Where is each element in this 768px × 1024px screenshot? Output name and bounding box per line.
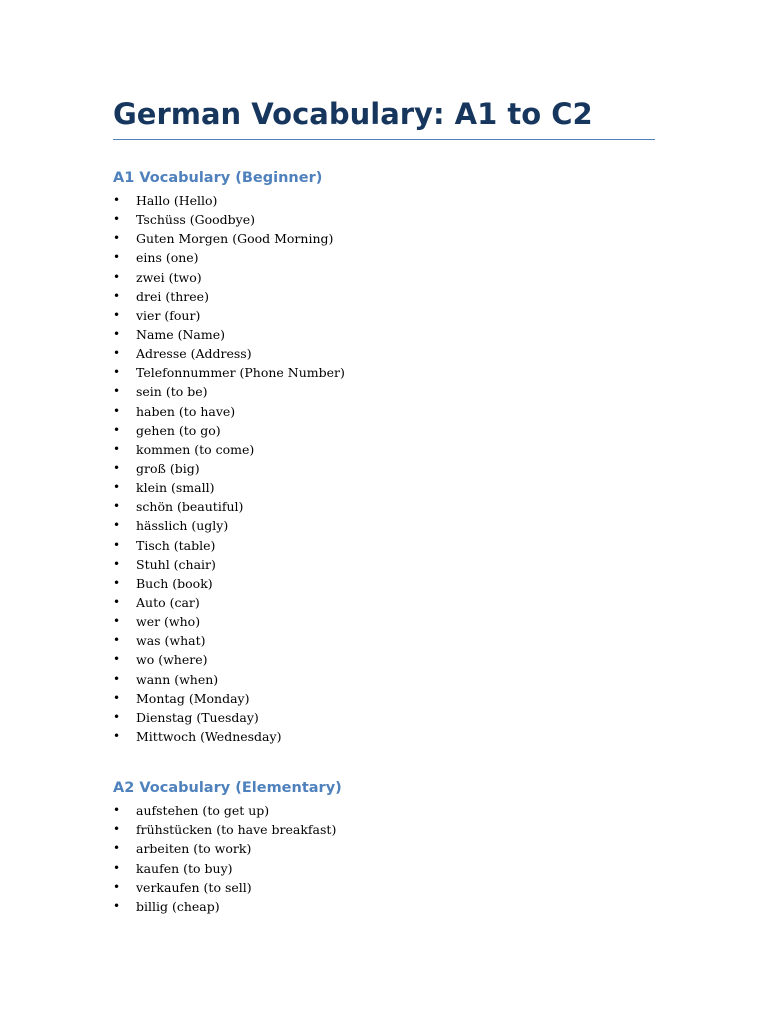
bullet-icon: • xyxy=(113,288,121,303)
vocab-entry: billig (cheap) xyxy=(136,898,220,914)
vocab-entry: arbeiten (to work) xyxy=(136,841,252,857)
section-heading-a1: A1 Vocabulary (Beginner) xyxy=(113,170,323,186)
list-item xyxy=(113,708,655,727)
bullet-icon: • xyxy=(113,326,121,341)
vocab-entry: frühstücken (to have breakfast) xyxy=(136,822,337,838)
vocab-entry: zwei (two) xyxy=(136,269,202,285)
list-item xyxy=(113,363,655,382)
bullet-icon: • xyxy=(113,652,121,667)
section-heading-a2: A2 Vocabulary (Elementary) xyxy=(113,780,342,797)
list-item xyxy=(113,478,655,497)
vocab-entry: was (what) xyxy=(136,633,206,649)
list-item xyxy=(113,612,655,631)
bullet-icon: • xyxy=(113,499,121,514)
list-item xyxy=(113,878,655,897)
list-item xyxy=(113,382,655,401)
vocab-entry: wann (when) xyxy=(136,671,219,687)
bullet-icon: • xyxy=(113,365,121,380)
vocab-list-a2 xyxy=(113,801,655,916)
list-item xyxy=(113,287,655,306)
bullet-icon: • xyxy=(113,537,121,552)
list-item xyxy=(113,440,655,459)
bullet-icon: • xyxy=(113,269,121,284)
list-item xyxy=(113,497,655,516)
bullet-icon: • xyxy=(113,403,121,418)
bullet-icon: • xyxy=(113,460,121,475)
page-title: German Vocabulary: A1 to C2 xyxy=(113,95,655,140)
list-item xyxy=(113,859,655,878)
vocab-entry: schön (beautiful) xyxy=(136,499,244,515)
document-page xyxy=(113,95,655,916)
list-item xyxy=(113,897,655,916)
vocab-entry: Guten Morgen (Good Morning) xyxy=(136,231,334,247)
list-item xyxy=(113,650,655,669)
bullet-icon: • xyxy=(113,728,121,743)
vocab-entry: Buch (book) xyxy=(136,575,213,591)
list-item xyxy=(113,820,655,839)
bullet-icon: • xyxy=(113,480,121,495)
vocab-entry: vier (four) xyxy=(136,307,201,323)
list-item xyxy=(113,631,655,650)
vocab-entry: Name (Name) xyxy=(136,326,226,342)
vocab-entry: verkaufen (to sell) xyxy=(136,879,252,895)
list-item xyxy=(113,689,655,708)
bullet-icon: • xyxy=(113,307,121,322)
vocab-entry: hässlich (ugly) xyxy=(136,518,229,534)
vocab-entry: kaufen (to buy) xyxy=(136,860,233,876)
vocab-entry: groß (big) xyxy=(136,460,200,476)
list-item xyxy=(113,306,655,325)
vocab-entry: haben (to have) xyxy=(136,403,236,419)
vocab-entry: Hallo (Hello) xyxy=(136,193,218,208)
bullet-icon: • xyxy=(113,250,121,265)
vocab-entry: Mittwoch (Wednesday) xyxy=(136,728,282,744)
vocab-entry: kommen (to come) xyxy=(136,441,255,457)
list-item xyxy=(113,248,655,267)
bullet-icon: • xyxy=(113,384,121,399)
bullet-icon: • xyxy=(113,841,121,856)
list-item xyxy=(113,593,655,612)
bullet-icon: • xyxy=(113,556,121,571)
bullet-icon: • xyxy=(113,822,121,837)
list-item xyxy=(113,402,655,421)
bullet-icon: • xyxy=(113,594,121,609)
bullet-icon: • xyxy=(113,614,121,629)
bullet-icon: • xyxy=(113,860,121,875)
bullet-icon: • xyxy=(113,803,121,818)
bullet-icon: • xyxy=(113,346,121,361)
bullet-icon: • xyxy=(113,879,121,894)
list-item xyxy=(113,229,655,248)
bullet-icon: • xyxy=(113,898,121,913)
bullet-icon: • xyxy=(113,575,121,590)
bullet-icon: • xyxy=(113,212,121,227)
list-item xyxy=(113,268,655,287)
bullet-icon: • xyxy=(113,633,121,648)
vocab-entry: aufstehen (to get up) xyxy=(136,803,270,819)
vocab-entry: wo (where) xyxy=(136,652,208,668)
bullet-icon: • xyxy=(113,231,121,246)
vocab-entry: Tisch (table) xyxy=(136,537,216,553)
list-item xyxy=(113,516,655,535)
list-item xyxy=(113,555,655,574)
vocab-entry: gehen (to go) xyxy=(136,422,221,438)
list-item xyxy=(113,839,655,858)
list-item xyxy=(113,325,655,344)
vocab-entry: Adresse (Address) xyxy=(136,346,252,362)
vocab-entry: klein (small) xyxy=(136,480,215,496)
list-item xyxy=(113,574,655,593)
vocab-entry: wer (who) xyxy=(136,614,201,630)
vocab-entry: eins (one) xyxy=(136,250,199,266)
list-item xyxy=(113,344,655,363)
vocab-entry: Auto (car) xyxy=(136,594,200,610)
vocab-entry: Telefonnummer (Phone Number) xyxy=(136,365,345,381)
list-item xyxy=(113,210,655,229)
bullet-icon: • xyxy=(113,671,121,686)
bullet-icon: • xyxy=(113,518,121,533)
list-item xyxy=(113,459,655,478)
vocab-entry: Stuhl (chair) xyxy=(136,556,216,572)
list-item xyxy=(113,536,655,555)
bullet-icon: • xyxy=(113,193,121,207)
list-item xyxy=(113,670,655,689)
bullet-icon: • xyxy=(113,422,121,437)
section-a1-vocabulary xyxy=(113,168,655,746)
bullet-icon: • xyxy=(113,709,121,724)
vocab-entry: Montag (Monday) xyxy=(136,690,250,706)
vocab-list-a1 xyxy=(113,191,655,746)
list-item xyxy=(113,421,655,440)
list-item xyxy=(113,801,655,820)
section-a2-vocabulary xyxy=(113,778,655,916)
bullet-icon: • xyxy=(113,441,121,456)
list-item xyxy=(113,191,655,210)
vocab-entry: Dienstag (Tuesday) xyxy=(136,709,259,725)
vocab-entry: sein (to be) xyxy=(136,384,208,400)
bullet-icon: • xyxy=(113,690,121,705)
vocab-entry: Tschüss (Goodbye) xyxy=(136,212,256,228)
list-item xyxy=(113,727,655,746)
vocab-entry: drei (three) xyxy=(136,288,209,304)
